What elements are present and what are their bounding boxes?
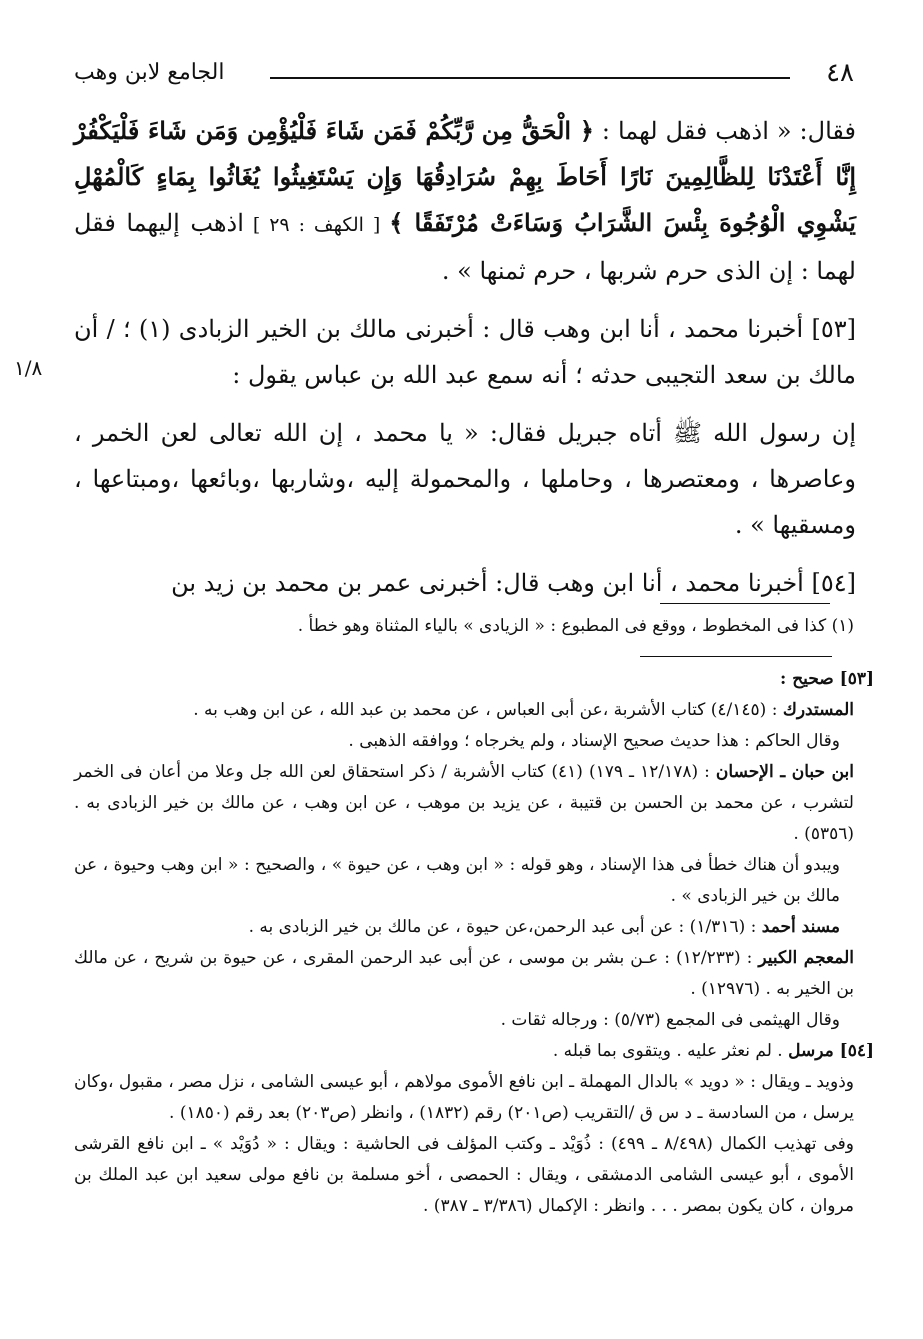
source-label: مسند أحمد — [761, 917, 840, 937]
note-heading-label: [٥٤] مرسل — [788, 1041, 874, 1061]
page-number: ٤٨ — [826, 58, 854, 88]
quran-verse: ﴿ الْحَقُّ مِن رَّبِّكُمْ فَمَن شَاءَ فَلْيُؤْمِن وَمَن شَاءَ فَلْيَكْفُرْ إِنَّا أَعْتَدْنَا لِلظَّالِمِينَ نَارًا أَحَاطَ بِهِمْ سُرَادِقُهَا وَإِن يَسْتَغِيثُوا يُغَاثُوا بِمَاءٍ كَالْمُهْلِ يَشْوِي الْوُجُوهَ بِئْسَ الشَّرَابُ وَسَاءَتْ مُرْتَفَقًا ﴾ — [74, 116, 856, 237]
quran-continuation: اذهب إليهما فقل لهما : إن الذى حرم شربها ، حرم ثمنها » . — [74, 209, 856, 285]
source-label: المستدرك — [782, 700, 854, 720]
source-text: : (١٢/١٧٨ ـ ١٧٩) (٤١) كتاب الأشربة / ذكر استحقاق لعن الله جل وعلا من أعان فى الخمر لتشرب ، عن محمد بن الحسن بن قتيبة ، عن يزيد بن موهب ، عن ابن وهب ، عن مالك بن خير الزبادى به . (٥٣٥٦) . — [74, 762, 854, 844]
note-mujam-kabir — [74, 943, 854, 1005]
paragraph-quran — [74, 108, 856, 294]
book-title: الجامع لابن وهب — [74, 60, 225, 85]
note-thuwayd: وذويد ـ ويقال : « دويد » بالدال المهملة ـ ابن نافع الأموى مولاهم ، أبو عيسى الشامى ، نزل مصر ، مقبول ،وكان يرسل ، من السادسة ـ د س ق /التقريب (ص٢٠١) رقم (١٨٣٢) ، وانظر (ص٢٠٣) بعد رقم (١٨٥٠) . — [74, 1072, 854, 1123]
takhrij-notes — [74, 664, 874, 1222]
source-text: : (٤/١٤٥) كتاب الأشربة ،عن أبى العباس ، عن محمد بن عبد الله ، عن ابن وهب به . — [193, 700, 783, 720]
note-tahdhib: وفى تهذيب الكمال (٨/٤٩٨ ـ ٤٩٩) : ذُوَيْد ـ وكتب المؤلف فى الحاشية : ويقال : « دُوَيْد » ـ ابن نافع القرشى الأموى ، أبو عيسى الشامى الدمشقى ، ويقال : الحمصى ، أخو مسلمة بن نافع مولى سعيد ابن عبد الملك بن مروان ، كان يكون بمصر . . . وانظر : الإكمال (٣/٣٨٦ ـ ٣٨٧) . — [74, 1134, 854, 1216]
page-header — [74, 58, 854, 92]
footnote-1: (١) كذا فى المخطوط ، ووقع فى المطبوع : « الزيادى » بالياء المثناة وهو خطأ . — [297, 616, 854, 636]
note-mustadrak — [74, 695, 854, 726]
notes-rule — [640, 656, 832, 657]
source-label: المعجم الكبير — [758, 948, 854, 968]
note-heading-54 — [74, 1036, 874, 1067]
note-ibn-hibban — [74, 757, 854, 850]
hadith-53-isnad: [٥٣] أخبرنا محمد ، أنا ابن وهب قال : أخبرنى مالك بن الخير الزبادى (١) ؛ / أن مالك بن سعد التجيبى حدثه ؛ أنه سمع عبد الله بن عباس يقول : — [74, 315, 856, 389]
note-heading-text: . لم نعثر عليه . ويتقوى بما قبله . — [552, 1041, 789, 1061]
note-heading-53: [٥٣] صحيح : — [780, 669, 874, 689]
hadith-54-isnad: [٥٤] أخبرنا محمد ، أنا ابن وهب قال: أخبرنى عمر بن محمد بن زيد بن — [171, 569, 856, 597]
note-isnad-error: ويبدو أن هناك خطأ فى هذا الإسناد ، وهو قوله : « ابن وهب ، عن حيوة » ، والصحيح : « ابن وهب وحيوة ، عن مالك بن خير الزبادى » . — [74, 855, 840, 906]
footnote-rule — [660, 603, 830, 604]
note-haythami: وقال الهيثمى فى المجمع (٥/٧٣) : ورجاله ثقات . — [500, 1010, 840, 1030]
source-text: : (١/٣١٦) : عن أبى عبد الرحمن،عن حيوة ، عن مالك بن خير الزبادى به . — [248, 917, 762, 937]
main-text — [74, 108, 856, 618]
verse-reference: [ الكهف : ٢٩ ] — [243, 214, 390, 236]
note-musnad-ahmad — [74, 912, 854, 943]
source-text: : (١٢/٢٣٣) : عـن بشر بن موسى ، عن أبى عبد الرحمن المقرى ، عن حيوة بن شريح ، عن مالك بن الخير به . (١٢٩٧٦) . — [74, 948, 854, 999]
margin-folio-note: ١/٨ — [14, 356, 43, 380]
note-hakim: وقال الحاكم : هذا حديث صحيح الإسناد ، ولم يخرجاه ؛ ووافقه الذهبى . — [348, 731, 840, 751]
header-rule — [270, 77, 790, 79]
hadith-53-matn: إن رسول الله ﷺ أتاه جبريل فقال: « يا محمد ، إن الله تعالى لعن الخمر ، وعاصرها ، ومعتصرها ، وحاملها ، والمحمولة إليه ،وشاربها ،وبائعها ،ومبتاعها ، ومسقيها » . — [74, 419, 856, 539]
source-label: ابن حبان ـ الإحسان — [715, 762, 854, 782]
quran-intro: فقال: « اذهب فقل لهما : — [593, 117, 856, 145]
